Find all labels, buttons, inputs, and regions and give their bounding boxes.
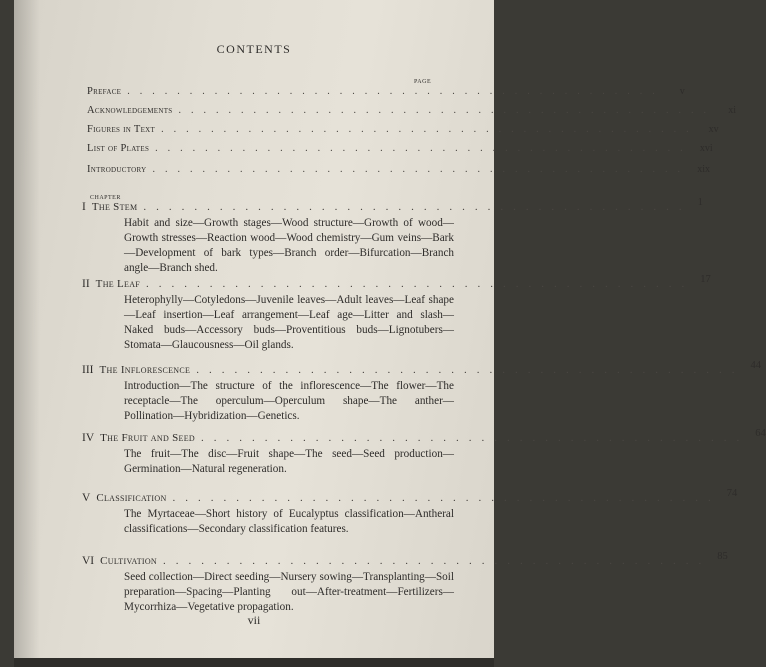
- chapter-column-heading: CHAPTER: [90, 195, 121, 201]
- leader-dots: ...........................................: [127, 86, 665, 97]
- chapter-title: The Stem: [91, 201, 138, 213]
- toc-chapter-5[interactable]: [82, 488, 738, 537]
- toc-entry-label: Figures in Text: [87, 124, 156, 135]
- toc-entry-page: v: [679, 86, 685, 97]
- page-folio: vii: [247, 613, 261, 627]
- chapter-number: I: [82, 201, 86, 213]
- chapter-title: Cultivation: [100, 555, 158, 567]
- chapter-page: 1: [697, 197, 703, 208]
- leader-dots: ...........................................: [200, 432, 750, 444]
- leader-dots: ...........................................: [178, 105, 716, 116]
- toc-entry-preface[interactable]: [87, 86, 685, 97]
- toc-entry-label: List of Plates: [87, 143, 150, 154]
- toc-entry-acknowledgements[interactable]: [87, 105, 736, 116]
- leader-dots: ...........................................: [172, 492, 721, 504]
- toc-chapter-6[interactable]: [82, 551, 728, 615]
- chapter-title: Classification: [96, 492, 167, 504]
- page-gutter-shadow: [14, 0, 40, 667]
- chapter-title: The Leaf: [95, 278, 141, 290]
- chapter-summary: Seed collection—Direct seeding—Nursery sowing—Transplanting—Soil preparation—Spacing—Planting out—After-treatment—Fertilizers—Mycorrhiza—Vegetative propagation.: [124, 571, 454, 613]
- toc-entry-page: xi: [728, 105, 736, 116]
- chapter-page: 64: [755, 428, 766, 439]
- leader-dots: ...........................................: [143, 201, 692, 213]
- page-title: CONTENTS: [216, 42, 292, 56]
- chapter-summary: The fruit—The disc—Fruit shape—The seed—Seed production—Germination—Natural regeneration.: [124, 448, 454, 475]
- chapter-number: II: [82, 278, 90, 290]
- toc-entry-label: Acknowledgements: [87, 105, 173, 116]
- toc-entry-label: Introductory: [87, 164, 147, 175]
- toc-entry-introductory[interactable]: [87, 164, 710, 175]
- leader-dots: ...........................................: [161, 124, 699, 135]
- toc-entry-figures-in-text[interactable]: [87, 124, 719, 135]
- chapter-summary: The Myrtaceae—Short history of Eucalyptus classification—Antheral classifications—Secondary classification features.: [124, 508, 454, 535]
- page-column-heading: PAGE: [414, 79, 432, 85]
- chapter-page: 17: [700, 274, 711, 285]
- toc-entry-page: xix: [697, 164, 710, 175]
- chapter-title: The Inflorescence: [99, 364, 191, 376]
- leader-dots: ...........................................: [152, 164, 690, 175]
- toc-chapter-4[interactable]: [82, 428, 766, 477]
- leader-dots: ...........................................: [146, 278, 695, 290]
- chapter-title: The Fruit and Seed: [100, 432, 195, 444]
- bottom-edge: [14, 658, 494, 667]
- chapter-number: V: [82, 492, 91, 504]
- toc-entry-page: xvi: [699, 143, 713, 154]
- chapter-page: 85: [717, 551, 728, 562]
- chapter-summary: Heterophylly—Cotyledons—Juvenile leaves—Adult leaves—Leaf shape—Leaf insertion—Leaf arrangement—Leaf age—Litter and slash—Naked buds—Accessory buds—Proventitious buds—Lignotubers—Stomata—Glaucousness—Oil glands.: [124, 294, 454, 351]
- chapter-summary: Introduction—The structure of the inflorescence—The flower—The receptacle—The operculum—Operculum shape—The anther—Pollination—Hybridization—Genetics.: [124, 380, 454, 422]
- book-page: [14, 0, 766, 667]
- toc-entry-page: xv: [708, 124, 719, 135]
- chapter-summary: Habit and size—Growth stages—Wood structure—Growth of wood—Growth stresses—Reaction wood—Wood chemistry—Gum veins—Bark—Development of bark types—Branch order—Bifurcation—Branch angle—Branch shed.: [124, 217, 454, 274]
- chapter-page: 74: [726, 488, 738, 499]
- chapter-number: III: [82, 364, 94, 376]
- toc-entry-label: Preface: [87, 86, 122, 97]
- chapter-number: IV: [82, 432, 95, 444]
- leader-dots: ...........................................: [196, 364, 745, 376]
- toc-chapter-3[interactable]: [82, 360, 761, 424]
- leader-dots: ...........................................: [163, 555, 712, 567]
- chapter-page: 44: [750, 360, 761, 371]
- chapter-number: VI: [82, 555, 95, 567]
- toc-entry-list-of-plates[interactable]: [87, 143, 713, 154]
- leader-dots: ...........................................: [155, 143, 693, 154]
- toc-chapter-2[interactable]: [82, 274, 711, 353]
